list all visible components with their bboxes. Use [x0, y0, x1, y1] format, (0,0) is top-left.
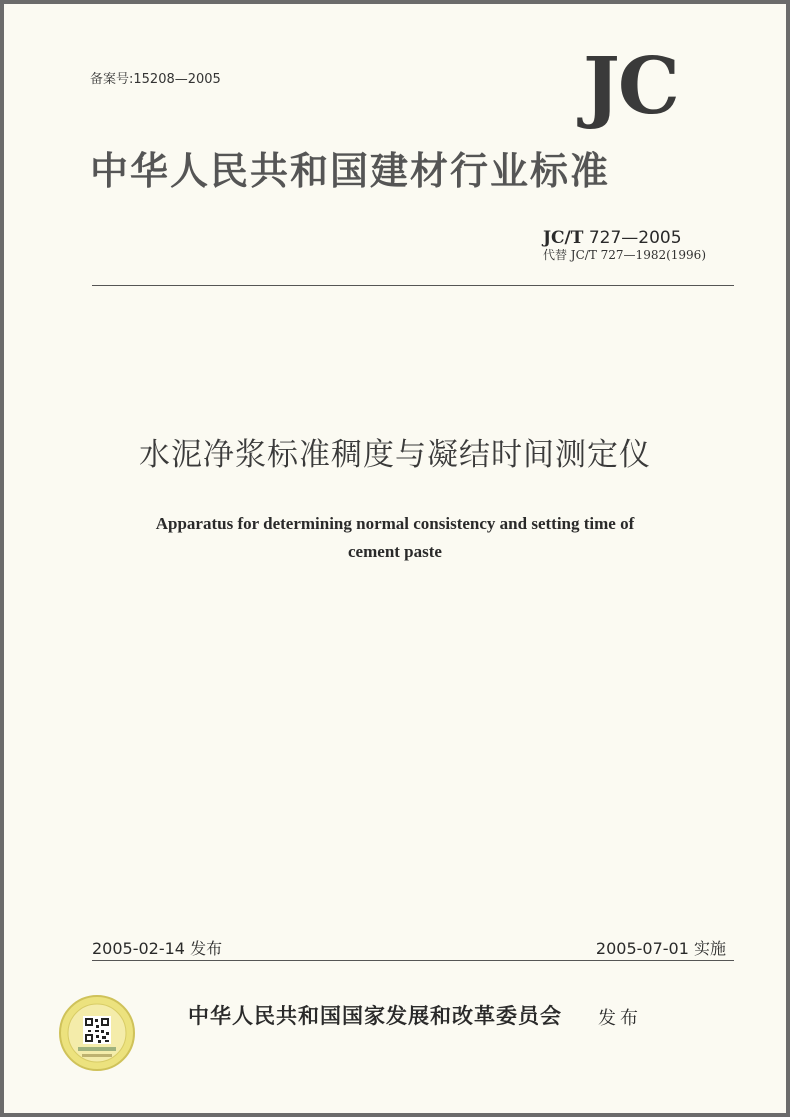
top-divider	[92, 285, 734, 286]
jc-logo: JC	[583, 41, 678, 132]
english-title-line-1: Apparatus for determining normal consistency and setting time of	[155, 514, 635, 533]
standard-code-prefix: JC/T	[542, 228, 584, 248]
standard-code-block	[543, 229, 706, 262]
issue-date: 2005-02-14 发布	[92, 939, 223, 958]
issue-label: 发布	[598, 1008, 642, 1029]
standard-number	[543, 229, 706, 249]
issuing-authority: 中华人民共和国国家发展和改革委员会	[188, 1004, 562, 1028]
document-title-chinese: 水泥净浆标准稠度与凝结时间测定仪	[139, 437, 651, 473]
bottom-divider	[92, 960, 734, 961]
industry-standard-title: 中华人民共和国建材行业标准	[90, 149, 611, 193]
standard-code-number: 727—2005	[583, 228, 682, 248]
record-number: 备案号:15208—2005	[90, 72, 221, 87]
implementation-date: 2005-07-01 实施	[595, 939, 726, 958]
anti-counterfeit-seal-icon	[58, 994, 136, 1072]
replaces-standard: 代替 JC/T 727—1982(1996)	[542, 247, 706, 262]
document-title-english	[4, 510, 786, 566]
english-title-line-2: cement paste	[348, 542, 442, 561]
